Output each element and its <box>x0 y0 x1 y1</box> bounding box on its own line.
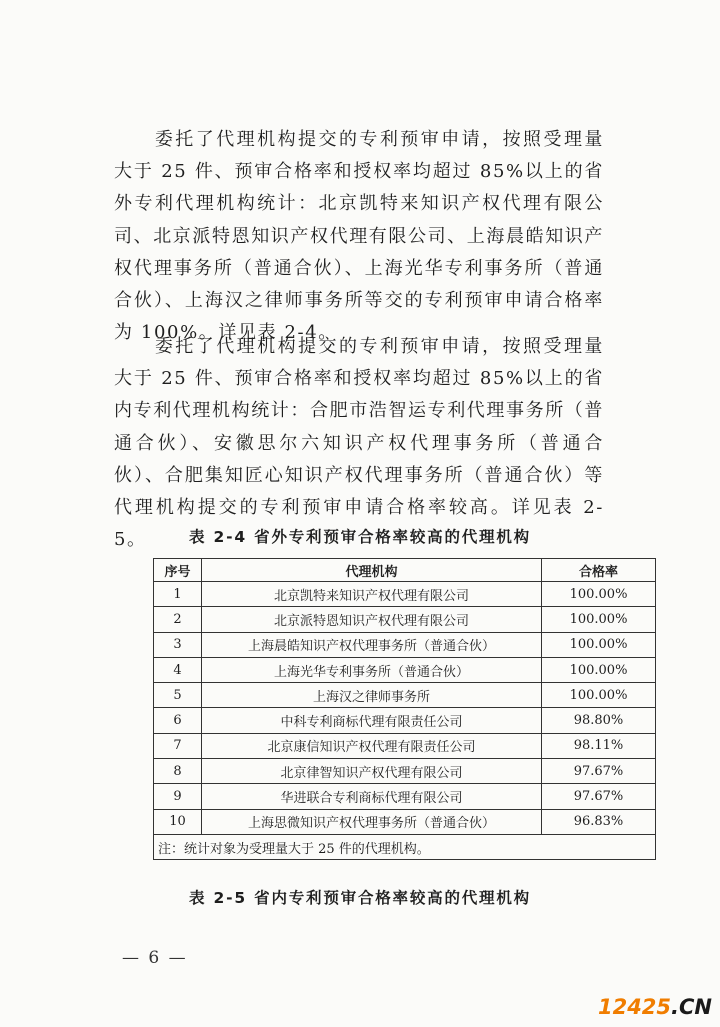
cell-agency-name: 北京凯特来知识产权代理有限公司 <box>202 582 542 607</box>
cell-pass-rate: 97.67% <box>542 784 656 809</box>
cell-pass-rate: 100.00% <box>542 657 656 682</box>
watermark-domain: .CN <box>671 995 712 1019</box>
cell-pass-rate: 97.67% <box>542 759 656 784</box>
paragraph-out-of-province <box>114 124 604 349</box>
header-serial-no: 序号 <box>154 559 202 582</box>
cell-pass-rate: 98.11% <box>542 733 656 758</box>
table-row <box>154 708 656 733</box>
agency-pass-rate-table <box>153 558 656 860</box>
table-note-row <box>154 834 656 859</box>
paragraph-in-province <box>114 331 604 556</box>
cell-serial-no: 3 <box>154 632 202 657</box>
table-row <box>154 607 656 632</box>
table-2-4-caption: 表 2-4 省外专利预审合格率较高的代理机构 <box>189 528 531 546</box>
cell-agency-name: 北京律智知识产权代理有限公司 <box>202 759 542 784</box>
header-pass-rate: 合格率 <box>542 559 656 582</box>
cell-agency-name: 上海光华专利事务所（普通合伙） <box>202 657 542 682</box>
cell-agency-name: 上海汉之律师事务所 <box>202 683 542 708</box>
paragraph-text: 委托了代理机构提交的专利预审申请，按照受理量大于 25 件、预审合格率和授权率均超过 85%以上的省内专利代理机构统计：合肥市浩智运专利代理事务所（普通合伙）、安徽思尔六知识产权代理事务所（普通合伙）、合肥集知匠心知识产权代理事务所（普通合伙）等代理机构提交的专利预审申请合格率较高。详见表 2-5。 <box>114 336 604 551</box>
cell-serial-no: 6 <box>154 708 202 733</box>
cell-agency-name: 华进联合专利商标代理有限公司 <box>202 784 542 809</box>
cell-agency-name: 上海晨皓知识产权代理事务所（普通合伙） <box>202 632 542 657</box>
cell-agency-name: 中科专利商标代理有限责任公司 <box>202 708 542 733</box>
cell-agency-name: 上海思微知识产权代理事务所（普通合伙） <box>202 809 542 834</box>
table-row <box>154 632 656 657</box>
table-header-row <box>154 559 656 582</box>
header-agency: 代理机构 <box>202 559 542 582</box>
table-body <box>154 582 656 835</box>
table-row <box>154 582 656 607</box>
watermark-number: 12425 <box>597 995 672 1019</box>
table-row <box>154 809 656 834</box>
cell-serial-no: 5 <box>154 683 202 708</box>
table-row <box>154 784 656 809</box>
table-row <box>154 657 656 682</box>
cell-serial-no: 4 <box>154 657 202 682</box>
table-note: 注：统计对象为受理量大于 25 件的代理机构。 <box>154 834 656 859</box>
cell-agency-name: 北京派特恩知识产权代理有限公司 <box>202 607 542 632</box>
cell-serial-no: 7 <box>154 733 202 758</box>
table-row <box>154 759 656 784</box>
cell-pass-rate: 100.00% <box>542 632 656 657</box>
site-watermark-logo <box>598 995 712 1019</box>
cell-pass-rate: 98.80% <box>542 708 656 733</box>
table-2-5-caption: 表 2-5 省内专利预审合格率较高的代理机构 <box>189 889 531 907</box>
page-number: — 6 — <box>122 948 188 968</box>
cell-pass-rate: 100.00% <box>542 607 656 632</box>
cell-pass-rate: 96.83% <box>542 809 656 834</box>
cell-serial-no: 8 <box>154 759 202 784</box>
cell-pass-rate: 100.00% <box>542 683 656 708</box>
cell-serial-no: 1 <box>154 582 202 607</box>
cell-pass-rate: 100.00% <box>542 582 656 607</box>
cell-agency-name: 北京康信知识产权代理有限责任公司 <box>202 733 542 758</box>
cell-serial-no: 10 <box>154 809 202 834</box>
paragraph-text: 委托了代理机构提交的专利预审申请，按照受理量大于 25 件、预审合格率和授权率均超过 85%以上的省外专利代理机构统计：北京凯特来知识产权代理有限公司、北京派特恩知识产权代理有限公司、上海晨皓知识产权代理事务所（普通合伙）、上海光华专利事务所（普通合伙）、上海汉之律师事务所等交的专利预审申请合格率为 100%。详见表 2-4。 <box>114 129 604 344</box>
cell-serial-no: 2 <box>154 607 202 632</box>
table-row <box>154 733 656 758</box>
cell-serial-no: 9 <box>154 784 202 809</box>
table-row <box>154 683 656 708</box>
